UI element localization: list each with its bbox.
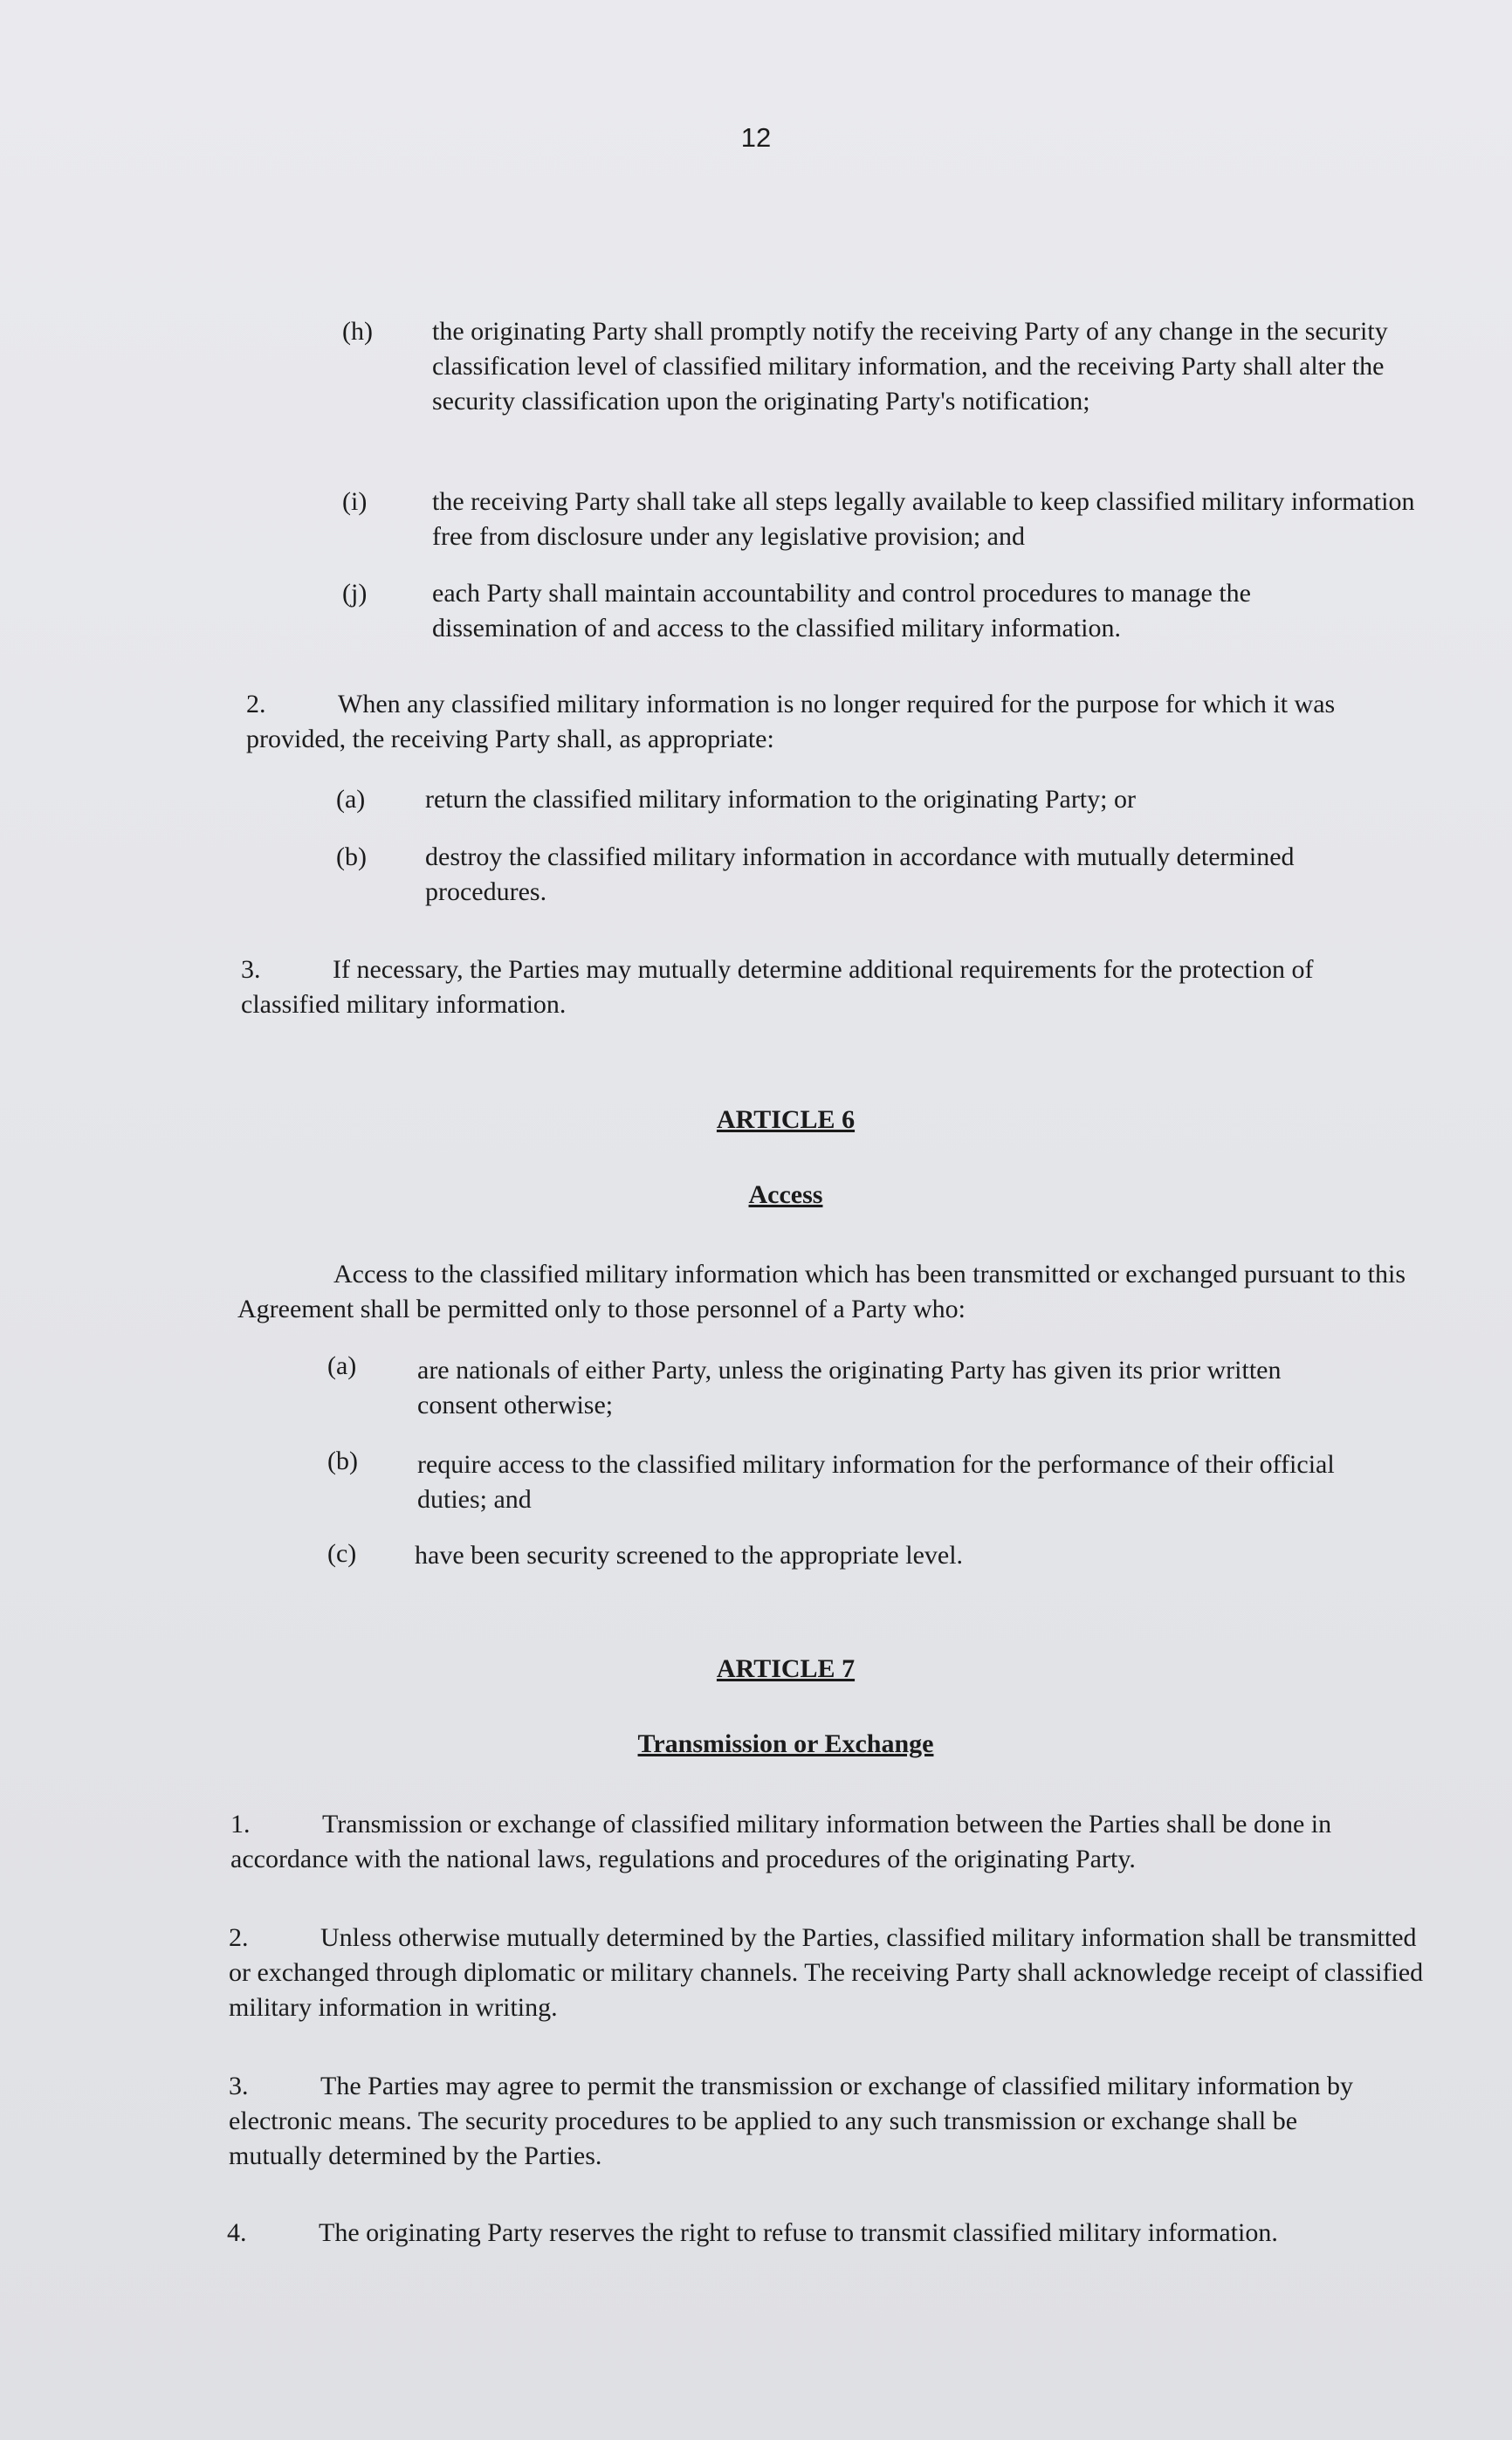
article-7-paragraph-4 <box>227 2216 1309 2251</box>
item-i-text: the receiving Party shall take all steps legally available to keep classified military information free from disclosure under any legislative provision; and <box>432 487 1415 551</box>
article-6-intro: Access to the classified military information which has been transmitted or exchanged pursuant to this Agreement shall be permitted only to those personnel of a Party who: <box>237 1260 1406 1323</box>
access-item-a-label: (a) <box>327 1351 357 1380</box>
item-h-label: (h) <box>342 317 373 346</box>
article-7-heading: ARTICLE 7 <box>716 1654 856 1683</box>
paragraph-3 <box>241 952 1332 1022</box>
item-i-label: (i) <box>342 487 368 516</box>
access-item-b-label: (b) <box>327 1447 358 1475</box>
article-7-p2-text: Unless otherwise mutually determined by the Parties, classified military information shall be transmitted or exchanged through diplomatic or military channels. The receiving Party shall acknowledge receipt of classified military information in writing. <box>229 1923 1424 2022</box>
article-7-p4-number: 4. <box>227 2218 247 2247</box>
access-item-c-text: have been security screened to the appropriate level. <box>415 1541 964 1570</box>
paragraph-2 <box>246 687 1407 757</box>
para2-item-a-label: (a) <box>336 785 366 814</box>
paragraph-3-number: 3. <box>241 955 261 984</box>
item-h-text: the originating Party shall promptly notify the receiving Party of any change in the security classification level of classified military information, and the receiving Party shall alter the security classification upon the originating Party's notification; <box>432 317 1388 416</box>
access-item-a-text: are nationals of either Party, unless the originating Party has given its prior written consent otherwise; <box>417 1356 1282 1419</box>
article-6-heading: ARTICLE 6 <box>716 1105 856 1134</box>
article-7-p3-number: 3. <box>229 2072 249 2100</box>
article-6-subheading: Access <box>748 1180 823 1209</box>
page-number: 12 <box>740 122 772 153</box>
para2-item-b-text: destroy the classified military information in accordance with mutually determined procedures. <box>425 842 1295 906</box>
paragraph-2-number: 2. <box>246 690 266 718</box>
article-7-p1-text: Transmission or exchange of classified military information between the Parties shall be done in accordance with the national laws, regulations and procedures of the originating Party. <box>230 1810 1332 1873</box>
article-7-p1-number: 1. <box>230 1810 251 1839</box>
article-7-paragraph-2 <box>229 1921 1433 2025</box>
item-j-text: each Party shall maintain accountability and control procedures to manage the dissemination of and access to the classified military information. <box>432 579 1251 643</box>
article-7-p4-text: The originating Party reserves the right to refuse to transmit classified military information. <box>319 2218 1278 2247</box>
item-j-label: (j) <box>342 579 368 608</box>
article-7-p3-text: The Parties may agree to permit the transmission or exchange of classified military information by electronic means. The security procedures to be applied to any such transmission or exchange shall be mutually determined by the Parties. <box>229 2072 1353 2170</box>
article-7-subheading: Transmission or Exchange <box>637 1729 934 1758</box>
access-item-c-label: (c) <box>327 1539 357 1568</box>
article-7-p2-number: 2. <box>229 1923 249 1952</box>
article-7-paragraph-3 <box>229 2069 1364 2174</box>
paragraph-2-text: When any classified military information is no longer required for the purpose for which it was provided, the receiving Party shall, as appropriate: <box>246 690 1336 753</box>
para2-item-b-label: (b) <box>336 842 367 871</box>
access-item-b-text: require access to the classified military information for the performance of their official duties; and <box>417 1450 1335 1514</box>
article-7-paragraph-1 <box>230 1807 1435 1877</box>
paragraph-3-text: If necessary, the Parties may mutually determine additional requirements for the protection of classified military information. <box>241 955 1314 1019</box>
para2-item-a-text: return the classified military information to the originating Party; or <box>425 785 1136 814</box>
